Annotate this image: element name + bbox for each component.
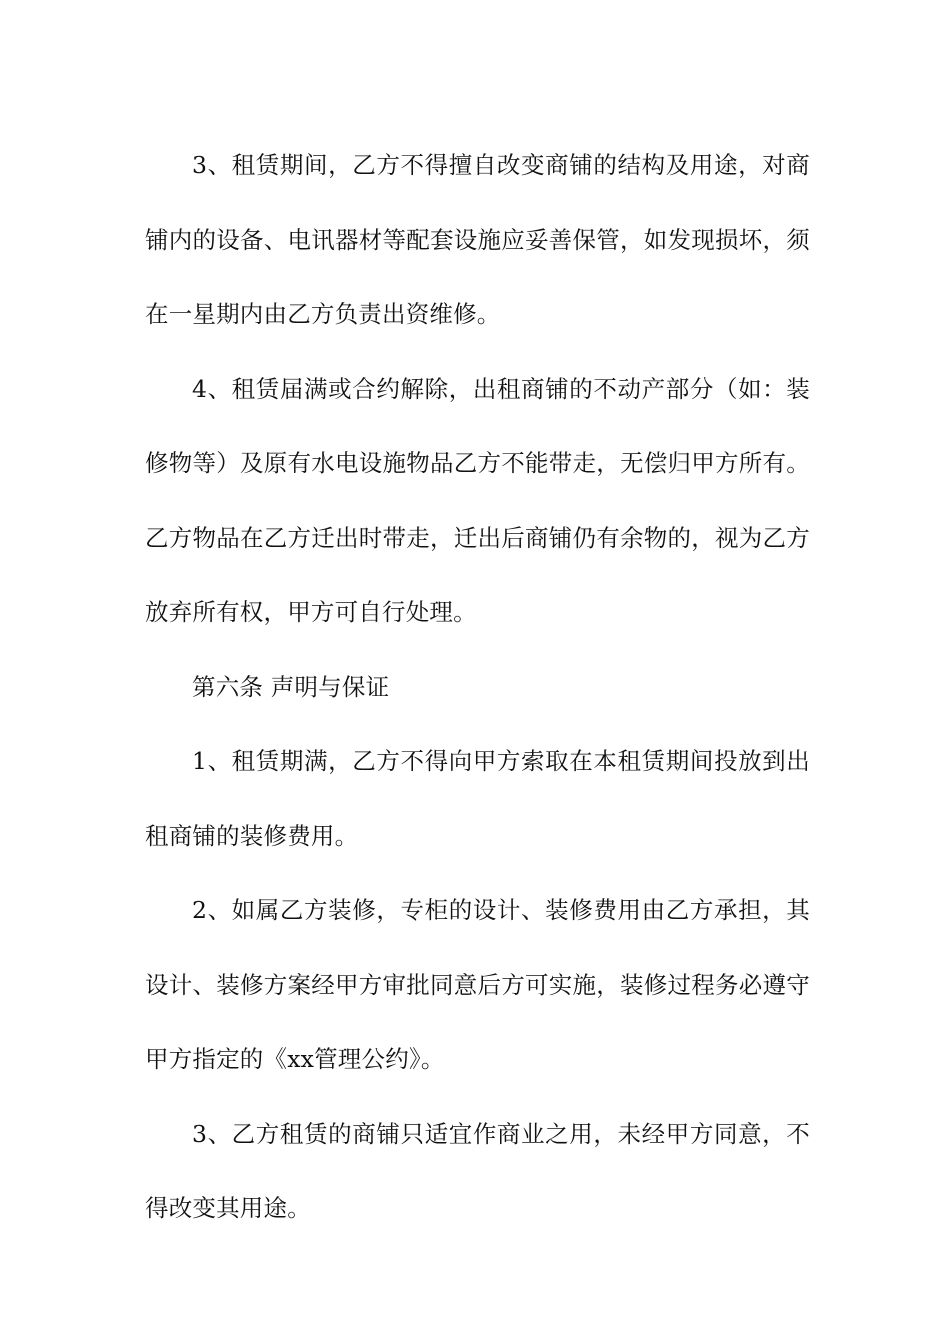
article-6-heading: 第六条 声明与保证 <box>192 672 390 701</box>
clause-3-repair: 3、租赁期间，乙方不得擅自改变商铺的结构及用途，对商铺内的设备、电讯器材等配套设施应妥善保管，如发现损坏，须在一星期内由乙方负责出资维修。 <box>145 151 810 328</box>
clause-1-renovation-cost: 1、租赁期满，乙方不得向甲方索取在本租赁期间投放到出租商铺的装修费用。 <box>145 747 810 850</box>
clause-4-expiry: 4、租赁届满或合约解除，出租商铺的不动产部分（如：装修物等）及原有水电设施物品乙方不能带走，无偿归甲方所有。乙方物品在乙方迁出时带走，迁出后商铺仍有余物的，视为乙方放弃所有权，甲方可自行处理。 <box>145 374 810 626</box>
clause-2-renovation-approval: 2、如属乙方装修，专柜的设计、装修费用由乙方承担，其设计、装修方案经甲方审批同意后方可实施，装修过程务必遵守甲方指定的《xx管理公约》。 <box>145 896 810 1073</box>
clause-3-usage: 3、乙方租赁的商铺只适宜作商业之用，未经甲方同意，不得改变其用途。 <box>145 1119 810 1222</box>
document-body <box>145 128 810 1246</box>
